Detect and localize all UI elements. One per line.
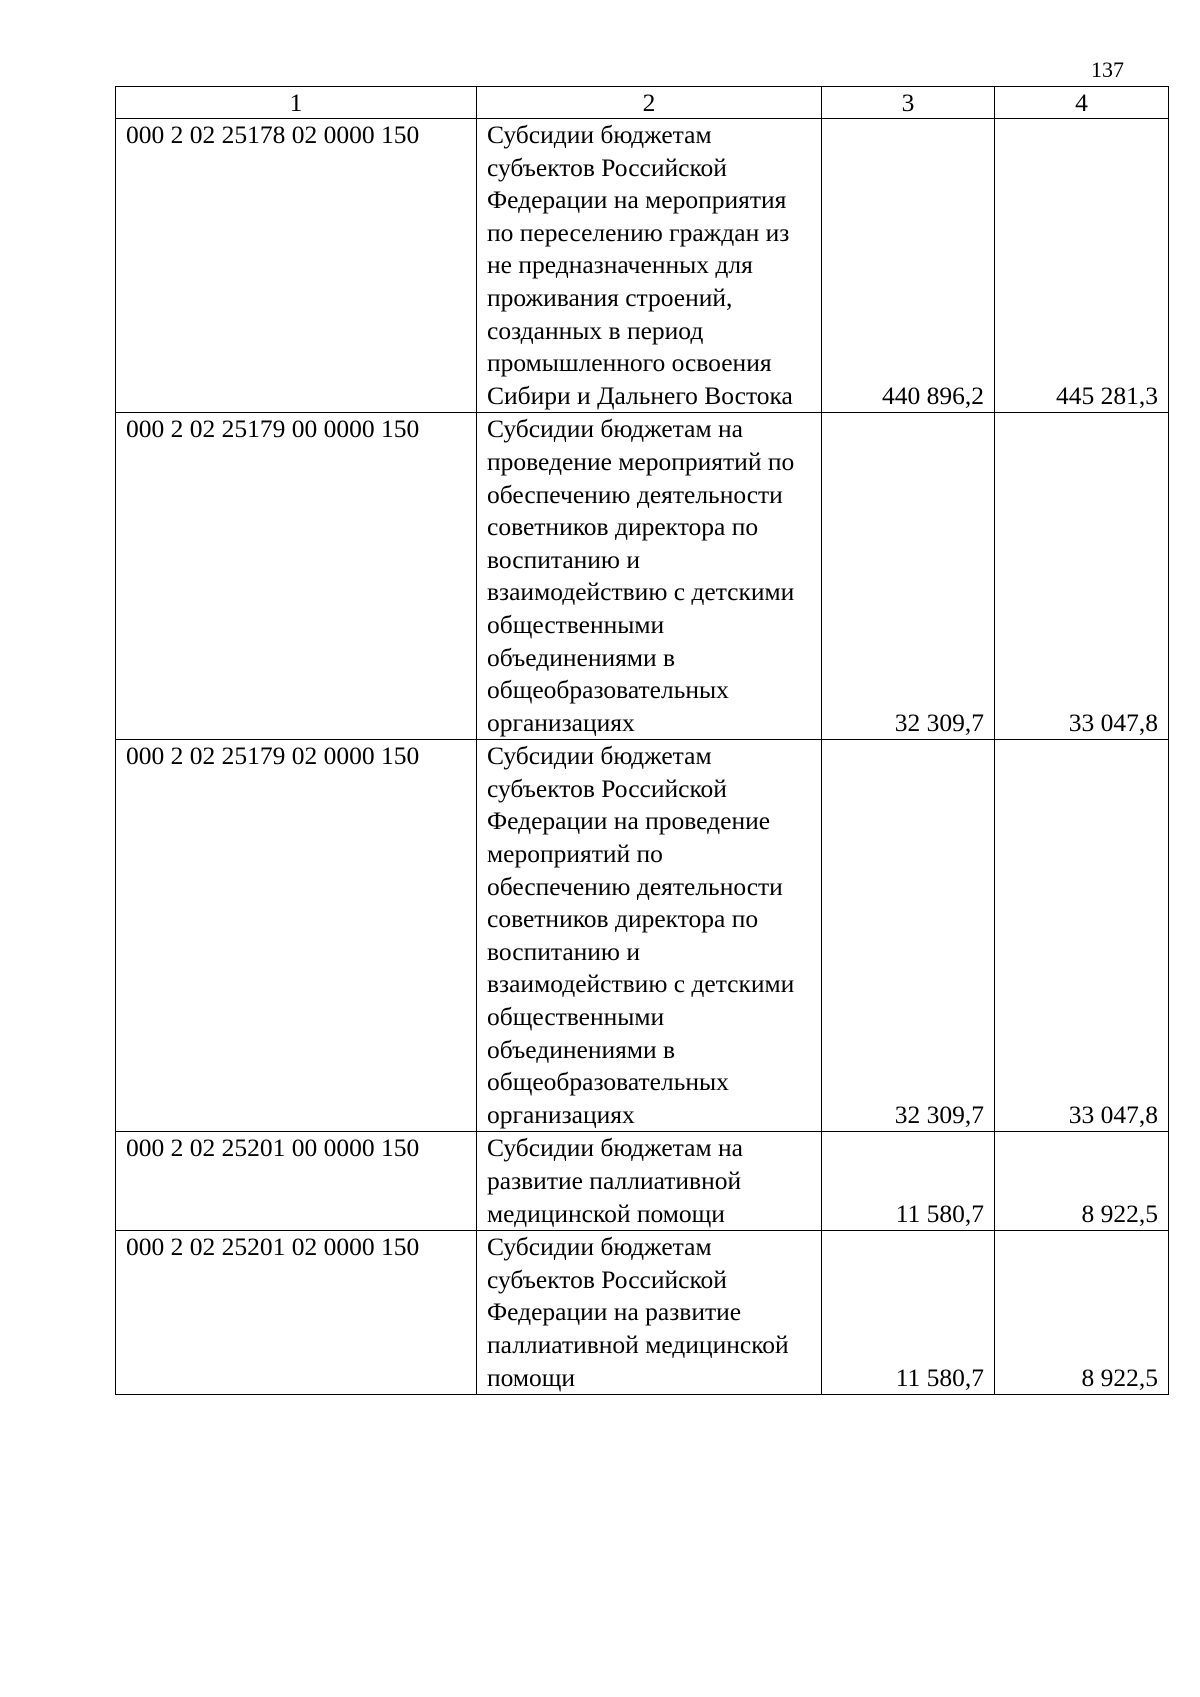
value-col-3-cell: 11 580,7	[822, 1132, 995, 1231]
value-col-4-cell: 33 047,8	[995, 413, 1169, 740]
budget-table	[115, 86, 1169, 1395]
table-row	[116, 1132, 1169, 1231]
table-row	[116, 119, 1169, 413]
value-col-3-cell: 11 580,7	[822, 1231, 995, 1395]
item-name-cell: Субсидии бюджетам субъектов Российской Федерации на проведение мероприятий по обеспечению деятельности советников директора по воспитанию и взаимодействию с детскими общественными объединениями в общеобразовательных организациях	[477, 740, 822, 1132]
value-col-4-cell: 33 047,8	[995, 740, 1169, 1132]
header-col-4: 4	[995, 87, 1169, 119]
budget-code-cell: 000 2 02 25201 00 0000 150	[116, 1132, 477, 1231]
value-col-3-cell: 32 309,7	[822, 740, 995, 1132]
value-col-4-cell: 8 922,5	[995, 1132, 1169, 1231]
budget-code-cell: 000 2 02 25178 02 0000 150	[116, 119, 477, 413]
header-col-2: 2	[477, 87, 822, 119]
budget-code-cell: 000 2 02 25179 00 0000 150	[116, 413, 477, 740]
value-col-3-cell: 32 309,7	[822, 413, 995, 740]
value-col-4-cell: 8 922,5	[995, 1231, 1169, 1395]
item-name-cell: Субсидии бюджетам субъектов Российской Федерации на развитие паллиативной медицинской помощи	[477, 1231, 822, 1395]
header-col-1: 1	[116, 87, 477, 119]
budget-code-cell: 000 2 02 25201 02 0000 150	[116, 1231, 477, 1395]
table-row	[116, 740, 1169, 1132]
item-name-cell: Субсидии бюджетам субъектов Российской Федерации на мероприятия по переселению граждан из не предназначенных для проживания строений, созданных в период промышленного освоения Сибири и Дальнего Востока	[477, 119, 822, 413]
header-col-3: 3	[822, 87, 995, 119]
page-number: 137	[1091, 57, 1124, 82]
budget-code-cell: 000 2 02 25179 02 0000 150	[116, 740, 477, 1132]
table-row	[116, 413, 1169, 740]
value-col-4-cell: 445 281,3	[995, 119, 1169, 413]
table-row	[116, 1231, 1169, 1395]
value-col-3-cell: 440 896,2	[822, 119, 995, 413]
item-name-cell: Субсидии бюджетам на проведение мероприятий по обеспечению деятельности советников директора по воспитанию и взаимодействию с детскими общественными объединениями в общеобразовательных организациях	[477, 413, 822, 740]
item-name-cell: Субсидии бюджетам на развитие паллиативной медицинской помощи	[477, 1132, 822, 1231]
table-header-row	[116, 87, 1169, 119]
